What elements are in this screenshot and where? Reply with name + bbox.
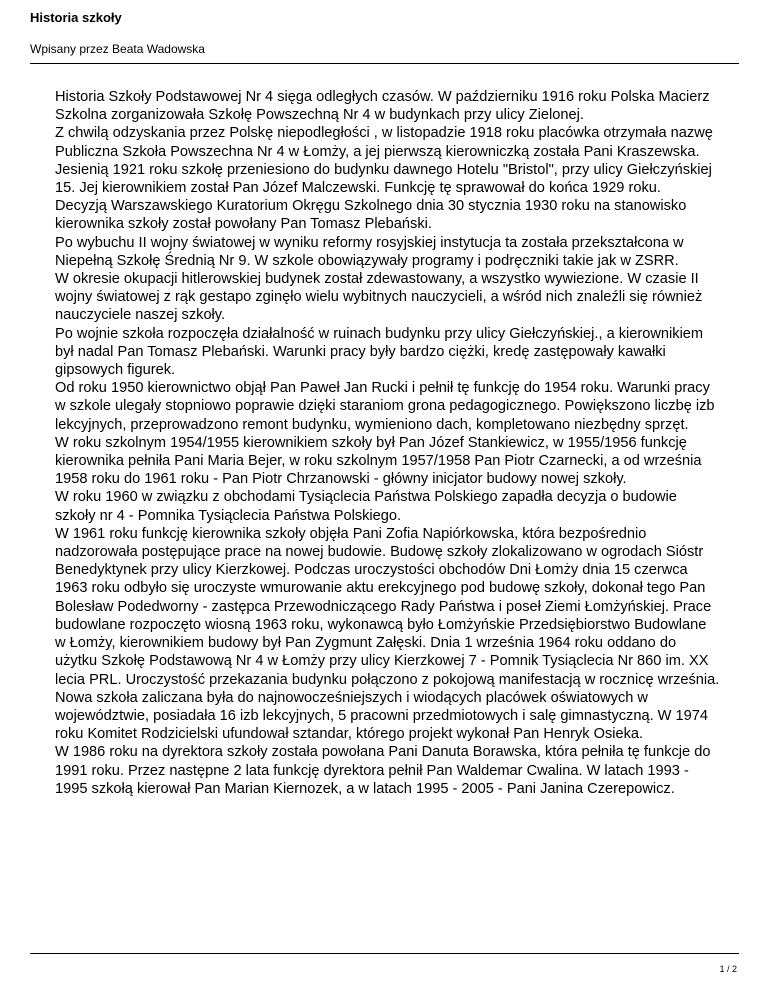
article-paragraph: Historia Szkoły Podstawowej Nr 4 sięga odległych czasów. W październiku 1916 roku Polska Macierz Szkolna zorganizowała Szkołę Powszechną Nr 4 w budynkach przy ulicy Zielonej.	[55, 89, 710, 124]
header-divider	[30, 63, 739, 64]
article-paragraph: Po wybuchu II wojny światowej w wyniku reformy rosyjskiej instytucja ta została przekształcona w Niepełną Szkołę Średnią Nr 9. W szkole obowiązywały programy i podręczniki takie jak w ZSRR.	[55, 234, 684, 269]
article-paragraph: Po wojnie szkoła rozpoczęła działalność w ruinach budynku przy ulicy Giełczyńskiej., a kierownikiem był nadal Pan Tomasz Plebański. Warunki pracy były bardzo ciężki, kredę zastępowały kawałki gipsowych figurek.	[55, 325, 704, 379]
article-paragraph: Od roku 1950 kierownictwo objął Pan Paweł Jan Rucki i pełnił tę funkcję do 1954 roku. Warunki pracy w szkole ulegały stopniowo poprawie dzięki staraniom grona pedagogicznego. Powiększono liczbę izb lekcyjnych, przeprowadzono remont budynku, wymieniono dach, kompletowano niezbędny sprzęt.	[55, 380, 715, 433]
article-paragraph: Jesienią 1921 roku szkołę przeniesiono do budynku dawnego Hotelu "Bristol", przy ulicy Giełczyńskiej 15. Jej kierownikiem został Pan Józef Malczewski. Funkcję tę sprawował do końca 1929 roku.	[55, 161, 712, 197]
article-paragraph: W okresie okupacji hitlerowskiej budynek został zdewastowany, a wszystko wywiezione. W czasie II wojny światowej z rąk gestapo zginęło wielu wybitnych nauczycieli, a wśród nich znaleźli się również nauczyciele naszej szkoły.	[55, 271, 703, 324]
article-paragraph: W 1986 roku na dyrektora szkoły została powołana Pani Danuta Borawska, która pełniła tę funkcje do 1991 roku. Przez następne 2 lata funkcję dyrektora pełnił Pan Waldemar Cwalina. W latach 1993 - 1995 szkołą kierował Pan Marian Kiernozek, a w latach 1995 - 2005 - Pani Janina Czerepowicz.	[55, 744, 711, 797]
article-paragraph: Z chwilą odzyskania przez Polskę niepodległości , w listopadzie 1918 roku placówka otrzymała nazwę Publiczna Szkoła Powszechna Nr 4 w Łomży, a jej pierwszą kierowniczką została Pani Kraszewska.	[55, 125, 713, 160]
article-body	[55, 88, 720, 798]
article-paragraph: Decyzją Warszawskiego Kuratorium Okręgu Szkolnego dnia 30 stycznia 1930 roku na stanowisko kierownika szkoły został powołany Pan Tomasz Plebański.	[55, 198, 687, 233]
page-number: 1 / 2	[719, 964, 737, 974]
article-paragraph: W roku szkolnym 1954/1955 kierownikiem szkoły był Pan Józef Stankiewicz, w 1955/1956 funkcję kierownika pełniła Pani Maria Bejer, w roku szkolnym 1957/1958 Pan Piotr Czarnecki, a od września 1958 roku do 1961 roku - Pan Piotr Chrzanowski - główny inicjator budowy nowej szkoły.	[55, 434, 702, 488]
article-paragraph: W 1961 roku funkcję kierownika szkoły objęła Pani Zofia Napiórkowska, która bezpośrednio nadzorowała postępujące prace na nowej budowie. Budowę szkoły zlokalizowano w ogrodach Sióstr Benedyktynek przy ulicy Kierzkowej. Podczas uroczystości obchodów Dni Łomży dnia 15 czerwca 1963 roku odbyło się uroczyste wmurowanie aktu erekcyjnego pod budowę szkoły, dokonał tego Pan Bolesław Podedworny - zastępca Przewodniczącego Rady Państwa i poseł Ziemi Łomżyńskiej. Prace budowlane rozpoczęto wiosną 1963 roku, wykonawcą było Łomżyńskie Przedsiębiorstwo Budowlane w Łomży, kierownikiem budowy był Pan Zygmunt Załęski. Dnia 1 września 1964 roku oddano do użytku Szkołę Podstawową Nr 4 w Łomży przy ulicy Kierzkowej 7 - Pomnik Tysiąclecia Nr 860 im. XX lecia PRL. Uroczystość przekazania budynku połączono z pokojową manifestacją w rocznicę września. Nowa szkoła zaliczana była do najnowocześniejszych i wiodących placówek oświatowych w województwie, posiadała 16 izb lekcyjnych, 5 pracowni przedmiotowych i salę gimnastyczną. W 1974 roku Komitet Rodzicielski ufundował sztandar, którego projekt wykonał Pan Henryk Osieka.	[55, 525, 720, 743]
document-title: Historia szkoły	[30, 10, 122, 25]
footer-divider	[30, 953, 739, 954]
article-paragraph: W roku 1960 w związku z obchodami Tysiąclecia Państwa Polskiego zapadła decyzja o budowie szkoły nr 4 - Pomnika Tysiąclecia Państwa Polskiego.	[55, 489, 677, 524]
author-line: Wpisany przez Beata Wadowska	[30, 42, 205, 56]
